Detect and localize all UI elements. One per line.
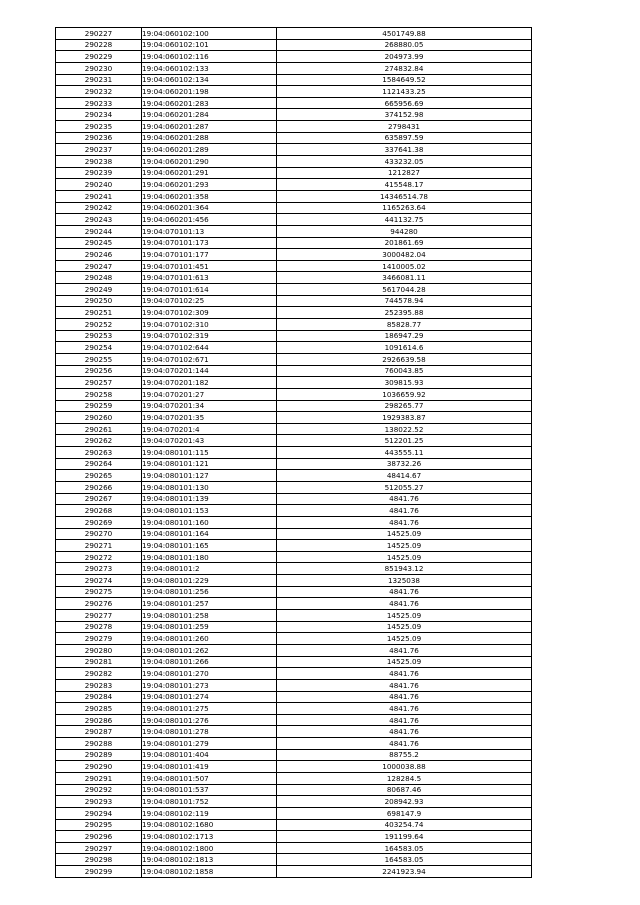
cadastral-number-cell: 19:04:080101:419 (142, 761, 277, 773)
cadastral-number-cell: 19:04:080102:1800 (142, 842, 277, 854)
cadastral-value-cell: 208942.93 (277, 796, 532, 808)
cadastral-number-cell: 19:04:080101:537 (142, 784, 277, 796)
cadastral-value-cell: 85828.77 (277, 319, 532, 331)
cadastral-number-cell: 19:04:080101:121 (142, 458, 277, 470)
cadastral-value-cell: 48414.67 (277, 470, 532, 482)
table-row (56, 691, 532, 703)
row-number-cell: 290285 (56, 703, 142, 715)
cadastral-number-cell: 19:04:070102:319 (142, 330, 277, 342)
row-number-cell: 290233 (56, 97, 142, 109)
table-row (56, 342, 532, 354)
row-number-cell: 290230 (56, 62, 142, 74)
table-row (56, 144, 532, 156)
row-number-cell: 290239 (56, 167, 142, 179)
row-number-cell: 290247 (56, 260, 142, 272)
table-row (56, 412, 532, 424)
cadastral-value-cell: 14525.09 (277, 528, 532, 540)
row-number-cell: 290262 (56, 435, 142, 447)
table-row (56, 703, 532, 715)
cadastral-value-cell: 274832.84 (277, 62, 532, 74)
cadastral-value-cell: 4841.76 (277, 726, 532, 738)
row-number-cell: 290240 (56, 179, 142, 191)
cadastral-value-cell: 2798431 (277, 121, 532, 133)
cadastral-number-cell: 19:04:080101:507 (142, 773, 277, 785)
row-number-cell: 290264 (56, 458, 142, 470)
cadastral-value-cell: 1584649.52 (277, 74, 532, 86)
cadastral-value-cell: 14525.09 (277, 540, 532, 552)
cadastral-value-cell: 14346514.78 (277, 190, 532, 202)
cadastral-value-cell: 4841.76 (277, 738, 532, 750)
row-number-cell: 290276 (56, 598, 142, 610)
table-row (56, 714, 532, 726)
table-row (56, 260, 532, 272)
row-number-cell: 290269 (56, 516, 142, 528)
cadastral-value-cell: 80687.46 (277, 784, 532, 796)
cadastral-value-cell: 1410005.02 (277, 260, 532, 272)
cadastral-number-cell: 19:04:080101:262 (142, 644, 277, 656)
row-number-cell: 290248 (56, 272, 142, 284)
cadastral-number-cell: 19:04:070201:43 (142, 435, 277, 447)
cadastral-number-cell: 19:04:080101:274 (142, 691, 277, 703)
row-number-cell: 290277 (56, 610, 142, 622)
row-number-cell: 290294 (56, 807, 142, 819)
table-row (56, 610, 532, 622)
row-number-cell: 290273 (56, 563, 142, 575)
row-number-cell: 290287 (56, 726, 142, 738)
cadastral-number-cell: 19:04:080101:164 (142, 528, 277, 540)
cadastral-value-cell: 337641.38 (277, 144, 532, 156)
table-row (56, 190, 532, 202)
cadastral-number-cell: 19:04:060201:291 (142, 167, 277, 179)
table-row (56, 167, 532, 179)
cadastral-number-cell: 19:04:080101:180 (142, 551, 277, 563)
table-row (56, 749, 532, 761)
cadastral-number-cell: 19:04:070201:144 (142, 365, 277, 377)
cadastral-number-cell: 19:04:060102:100 (142, 28, 277, 40)
table-row (56, 540, 532, 552)
cadastral-number-cell: 19:04:070102:25 (142, 295, 277, 307)
cadastral-value-cell: 403254.74 (277, 819, 532, 831)
table-row (56, 284, 532, 296)
cadastral-value-cell: 298265.77 (277, 400, 532, 412)
row-number-cell: 290253 (56, 330, 142, 342)
cadastral-value-cell: 1091614.6 (277, 342, 532, 354)
table-row (56, 249, 532, 261)
cadastral-value-cell: 698147.9 (277, 807, 532, 819)
cadastral-number-cell: 19:04:080101:273 (142, 679, 277, 691)
cadastral-value-cell: 191199.64 (277, 831, 532, 843)
cadastral-value-cell: 665956.69 (277, 97, 532, 109)
table-row (56, 726, 532, 738)
table-row (56, 202, 532, 214)
cadastral-value-cell: 252395.88 (277, 307, 532, 319)
cadastral-number-cell: 19:04:070102:644 (142, 342, 277, 354)
table-row (56, 225, 532, 237)
table-row (56, 784, 532, 796)
row-number-cell: 290255 (56, 353, 142, 365)
table-row (56, 307, 532, 319)
row-number-cell: 290246 (56, 249, 142, 261)
row-number-cell: 290268 (56, 505, 142, 517)
table-row (56, 237, 532, 249)
row-number-cell: 290297 (56, 842, 142, 854)
cadastral-value-cell: 4841.76 (277, 516, 532, 528)
cadastral-number-cell: 19:04:070101:13 (142, 225, 277, 237)
cadastral-number-cell: 19:04:080102:1680 (142, 819, 277, 831)
cadastral-number-cell: 19:04:060201:364 (142, 202, 277, 214)
row-number-cell: 290267 (56, 493, 142, 505)
row-number-cell: 290243 (56, 214, 142, 226)
cadastral-number-cell: 19:04:060201:289 (142, 144, 277, 156)
cadastral-number-cell: 19:04:070101:177 (142, 249, 277, 261)
table-row (56, 819, 532, 831)
cadastral-number-cell: 19:04:070201:182 (142, 377, 277, 389)
table-row (56, 807, 532, 819)
cadastral-number-cell: 19:04:080101:127 (142, 470, 277, 482)
cadastral-number-cell: 19:04:060102:101 (142, 39, 277, 51)
row-number-cell: 290284 (56, 691, 142, 703)
cadastral-number-cell: 19:04:070101:613 (142, 272, 277, 284)
cadastral-value-cell: 4841.76 (277, 598, 532, 610)
table-row (56, 62, 532, 74)
cadastral-number-cell: 19:04:060102:134 (142, 74, 277, 86)
cadastral-number-cell: 19:04:070101:614 (142, 284, 277, 296)
row-number-cell: 290280 (56, 644, 142, 656)
row-number-cell: 290250 (56, 295, 142, 307)
row-number-cell: 290238 (56, 156, 142, 168)
cadastral-number-cell: 19:04:080102:1713 (142, 831, 277, 843)
row-number-cell: 290296 (56, 831, 142, 843)
cadastral-value-cell: 4841.76 (277, 679, 532, 691)
table-row (56, 447, 532, 459)
row-number-cell: 290290 (56, 761, 142, 773)
cadastral-number-cell: 19:04:080101:115 (142, 447, 277, 459)
cadastral-value-cell: 4841.76 (277, 691, 532, 703)
cadastral-number-cell: 19:04:080101:279 (142, 738, 277, 750)
table-row (56, 319, 532, 331)
cadastral-number-cell: 19:04:070101:173 (142, 237, 277, 249)
row-number-cell: 290227 (56, 28, 142, 40)
cadastral-value-cell: 3000482.04 (277, 249, 532, 261)
cadastral-value-cell: 1121433.25 (277, 86, 532, 98)
cadastral-value-cell: 164583.05 (277, 854, 532, 866)
table-row (56, 493, 532, 505)
row-number-cell: 290265 (56, 470, 142, 482)
cadastral-value-cell: 186947.29 (277, 330, 532, 342)
row-number-cell: 290261 (56, 423, 142, 435)
cadastral-value-cell: 4841.76 (277, 714, 532, 726)
cadastral-number-cell: 19:04:060201:283 (142, 97, 277, 109)
cadastral-value-cell: 4501749.88 (277, 28, 532, 40)
table-row (56, 668, 532, 680)
row-number-cell: 290288 (56, 738, 142, 750)
cadastral-number-cell: 19:04:080101:229 (142, 575, 277, 587)
cadastral-value-cell: 512055.27 (277, 481, 532, 493)
cadastral-value-cell: 14525.09 (277, 621, 532, 633)
cadastral-value-cell: 138022.52 (277, 423, 532, 435)
row-number-cell: 290274 (56, 575, 142, 587)
cadastral-value-cell: 443555.11 (277, 447, 532, 459)
cadastral-number-cell: 19:04:080101:160 (142, 516, 277, 528)
row-number-cell: 290234 (56, 109, 142, 121)
cadastral-number-cell: 19:04:060201:358 (142, 190, 277, 202)
cadastral-value-cell: 4841.76 (277, 644, 532, 656)
row-number-cell: 290242 (56, 202, 142, 214)
cadastral-value-cell: 3466081.11 (277, 272, 532, 284)
table-row (56, 528, 532, 540)
row-number-cell: 290237 (56, 144, 142, 156)
row-number-cell: 290235 (56, 121, 142, 133)
cadastral-number-cell: 19:04:070102:309 (142, 307, 277, 319)
cadastral-number-cell: 19:04:080102:119 (142, 807, 277, 819)
cadastral-value-cell: 1325038 (277, 575, 532, 587)
cadastral-value-cell: 14525.09 (277, 633, 532, 645)
row-number-cell: 290258 (56, 388, 142, 400)
cadastral-value-cell: 164583.05 (277, 842, 532, 854)
cadastral-number-cell: 19:04:080101:404 (142, 749, 277, 761)
table-row (56, 179, 532, 191)
row-number-cell: 290283 (56, 679, 142, 691)
cadastral-value-cell: 14525.09 (277, 656, 532, 668)
cadastral-value-cell: 2926639.58 (277, 353, 532, 365)
cadastral-value-cell: 1929383.87 (277, 412, 532, 424)
cadastral-value-cell: 14525.09 (277, 610, 532, 622)
cadastral-value-cell: 944280 (277, 225, 532, 237)
table-row (56, 738, 532, 750)
table-row (56, 551, 532, 563)
cadastral-number-cell: 19:04:080101:258 (142, 610, 277, 622)
table-row (56, 51, 532, 63)
table-row (56, 365, 532, 377)
table-row (56, 214, 532, 226)
cadastral-value-cell: 635897.59 (277, 132, 532, 144)
row-number-cell: 290295 (56, 819, 142, 831)
row-number-cell: 290257 (56, 377, 142, 389)
cadastral-number-cell: 19:04:060201:198 (142, 86, 277, 98)
cadastral-value-cell: 204973.99 (277, 51, 532, 63)
row-number-cell: 290236 (56, 132, 142, 144)
cadastral-number-cell: 19:04:060102:133 (142, 62, 277, 74)
cadastral-value-cell: 128284.5 (277, 773, 532, 785)
cadastral-number-cell: 19:04:080101:278 (142, 726, 277, 738)
table-row (56, 866, 532, 878)
table-row (56, 132, 532, 144)
cadastral-value-cell: 4841.76 (277, 493, 532, 505)
table-row (56, 644, 532, 656)
cadastral-value-cell: 1212827 (277, 167, 532, 179)
cadastral-value-cell: 744578.94 (277, 295, 532, 307)
cadastral-number-cell: 19:04:080102:1813 (142, 854, 277, 866)
table-row (56, 761, 532, 773)
table-row (56, 458, 532, 470)
cadastral-number-cell: 19:04:070201:27 (142, 388, 277, 400)
cadastral-value-cell: 268880.05 (277, 39, 532, 51)
cadastral-number-cell: 19:04:080101:2 (142, 563, 277, 575)
cadastral-number-cell: 19:04:070201:34 (142, 400, 277, 412)
cadastral-value-cell: 415548.17 (277, 179, 532, 191)
row-number-cell: 290259 (56, 400, 142, 412)
table-row (56, 633, 532, 645)
cadastral-number-cell: 19:04:080101:165 (142, 540, 277, 552)
cadastral-number-cell: 19:04:070201:4 (142, 423, 277, 435)
table-row (56, 156, 532, 168)
cadastral-number-cell: 19:04:060201:284 (142, 109, 277, 121)
table-row (56, 854, 532, 866)
row-number-cell: 290286 (56, 714, 142, 726)
row-number-cell: 290260 (56, 412, 142, 424)
cadastral-number-cell: 19:04:070101:451 (142, 260, 277, 272)
table-row (56, 423, 532, 435)
cadastral-value-table (55, 27, 532, 878)
table-row (56, 773, 532, 785)
row-number-cell: 290289 (56, 749, 142, 761)
row-number-cell: 290256 (56, 365, 142, 377)
cadastral-number-cell: 19:04:080101:260 (142, 633, 277, 645)
cadastral-number-cell: 19:04:080101:266 (142, 656, 277, 668)
cadastral-value-cell: 374152.98 (277, 109, 532, 121)
row-number-cell: 290292 (56, 784, 142, 796)
table-row (56, 39, 532, 51)
table-row (56, 656, 532, 668)
cadastral-number-cell: 19:04:060201:290 (142, 156, 277, 168)
cadastral-value-cell: 1036659.92 (277, 388, 532, 400)
table-row (56, 481, 532, 493)
table-row (56, 505, 532, 517)
table-row (56, 121, 532, 133)
row-number-cell: 290298 (56, 854, 142, 866)
cadastral-number-cell: 19:04:080101:270 (142, 668, 277, 680)
row-number-cell: 290241 (56, 190, 142, 202)
row-number-cell: 290293 (56, 796, 142, 808)
row-number-cell: 290281 (56, 656, 142, 668)
cadastral-value-cell: 309815.93 (277, 377, 532, 389)
table-row (56, 575, 532, 587)
row-number-cell: 290249 (56, 284, 142, 296)
table-row (56, 272, 532, 284)
row-number-cell: 290282 (56, 668, 142, 680)
row-number-cell: 290229 (56, 51, 142, 63)
cadastral-number-cell: 19:04:080101:259 (142, 621, 277, 633)
cadastral-number-cell: 19:04:080101:130 (142, 481, 277, 493)
cadastral-value-cell: 14525.09 (277, 551, 532, 563)
table-row (56, 400, 532, 412)
row-number-cell: 290279 (56, 633, 142, 645)
cadastral-number-cell: 19:04:070102:310 (142, 319, 277, 331)
table-row (56, 831, 532, 843)
row-number-cell: 290278 (56, 621, 142, 633)
table-row (56, 621, 532, 633)
row-number-cell: 290252 (56, 319, 142, 331)
table-row (56, 353, 532, 365)
table-row (56, 586, 532, 598)
table-row (56, 796, 532, 808)
table-body (56, 28, 532, 878)
cadastral-number-cell: 19:04:080101:256 (142, 586, 277, 598)
cadastral-number-cell: 19:04:070201:35 (142, 412, 277, 424)
cadastral-value-cell: 760043.85 (277, 365, 532, 377)
cadastral-number-cell: 19:04:080101:257 (142, 598, 277, 610)
cadastral-value-cell: 1165263.64 (277, 202, 532, 214)
cadastral-number-cell: 19:04:080101:139 (142, 493, 277, 505)
cadastral-value-cell: 4841.76 (277, 668, 532, 680)
table-row (56, 74, 532, 86)
row-number-cell: 290271 (56, 540, 142, 552)
cadastral-number-cell: 19:04:080101:276 (142, 714, 277, 726)
row-number-cell: 290232 (56, 86, 142, 98)
table-row (56, 516, 532, 528)
row-number-cell: 290266 (56, 481, 142, 493)
cadastral-number-cell: 19:04:080101:153 (142, 505, 277, 517)
cadastral-number-cell: 19:04:070102:671 (142, 353, 277, 365)
cadastral-number-cell: 19:04:060201:288 (142, 132, 277, 144)
row-number-cell: 290272 (56, 551, 142, 563)
table-row (56, 470, 532, 482)
cadastral-value-cell: 441132.75 (277, 214, 532, 226)
table-row (56, 109, 532, 121)
cadastral-number-cell: 19:04:060201:287 (142, 121, 277, 133)
row-number-cell: 290270 (56, 528, 142, 540)
table-row (56, 388, 532, 400)
table-row (56, 598, 532, 610)
cadastral-value-cell: 4841.76 (277, 703, 532, 715)
cadastral-value-cell: 4841.76 (277, 586, 532, 598)
cadastral-value-cell: 201861.69 (277, 237, 532, 249)
cadastral-number-cell: 19:04:080101:275 (142, 703, 277, 715)
cadastral-value-cell: 433232.05 (277, 156, 532, 168)
cadastral-value-cell: 4841.76 (277, 505, 532, 517)
cadastral-value-cell: 1000038.88 (277, 761, 532, 773)
cadastral-value-cell: 2241923.94 (277, 866, 532, 878)
cadastral-number-cell: 19:04:080101:752 (142, 796, 277, 808)
cadastral-number-cell: 19:04:060201:456 (142, 214, 277, 226)
table-row (56, 377, 532, 389)
row-number-cell: 290254 (56, 342, 142, 354)
cadastral-number-cell: 19:04:060102:116 (142, 51, 277, 63)
row-number-cell: 290231 (56, 74, 142, 86)
row-number-cell: 290245 (56, 237, 142, 249)
table-row (56, 842, 532, 854)
row-number-cell: 290275 (56, 586, 142, 598)
cadastral-value-cell: 5617044.28 (277, 284, 532, 296)
table-row (56, 28, 532, 40)
row-number-cell: 290244 (56, 225, 142, 237)
table-row (56, 330, 532, 342)
table-row (56, 86, 532, 98)
cadastral-value-cell: 38732.26 (277, 458, 532, 470)
cadastral-number-cell: 19:04:060201:293 (142, 179, 277, 191)
table-row (56, 679, 532, 691)
row-number-cell: 290263 (56, 447, 142, 459)
table-row (56, 563, 532, 575)
cadastral-number-cell: 19:04:080102:1858 (142, 866, 277, 878)
row-number-cell: 290299 (56, 866, 142, 878)
table-row (56, 295, 532, 307)
table-row (56, 97, 532, 109)
row-number-cell: 290291 (56, 773, 142, 785)
cadastral-value-cell: 851943.12 (277, 563, 532, 575)
row-number-cell: 290251 (56, 307, 142, 319)
row-number-cell: 290228 (56, 39, 142, 51)
table-row (56, 435, 532, 447)
cadastral-value-cell: 512201.25 (277, 435, 532, 447)
cadastral-value-cell: 88755.2 (277, 749, 532, 761)
